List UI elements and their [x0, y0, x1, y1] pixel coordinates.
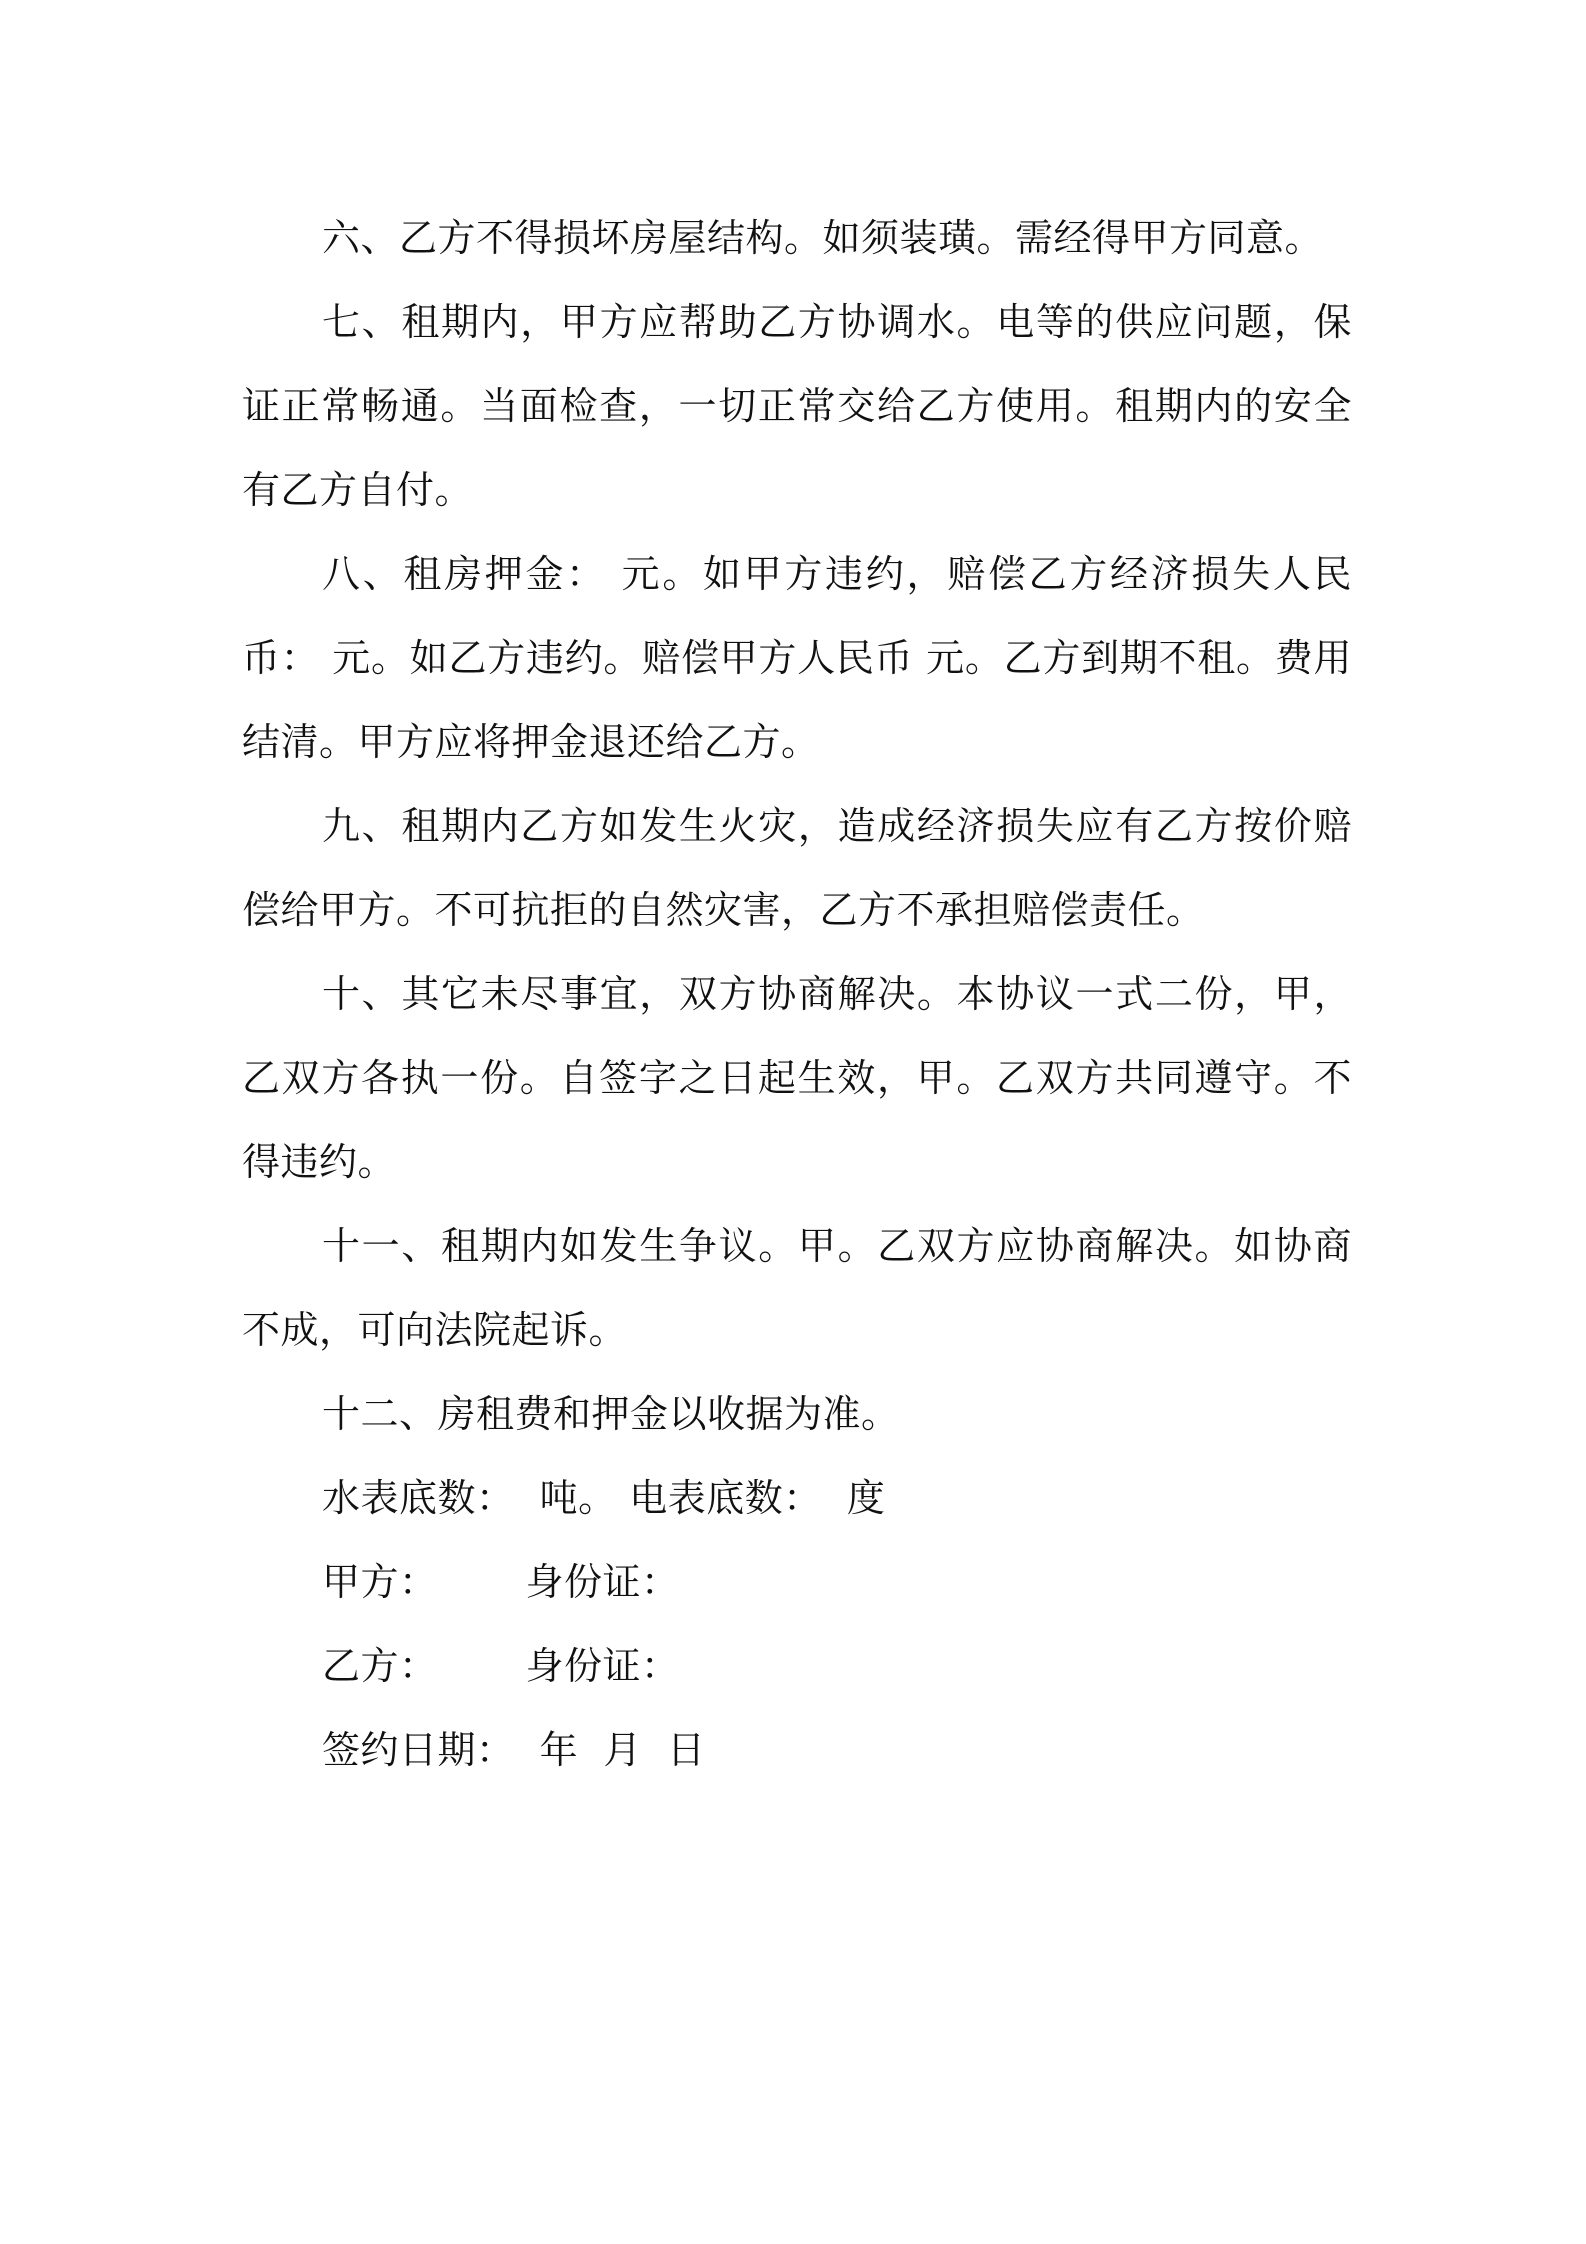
- clause-9: 九、租期内乙方如发生火灾，造成经济损失应有乙方按价赔偿给甲方。不可抗拒的自然灾害，乙方不承担赔偿责任。: [242, 804, 1352, 932]
- clause-7: 七、租期内，甲方应帮助乙方协调水。电等的供应问题，保证正常畅通。当面检查，一切正常交给乙方使用。租期内的安全有乙方自付。: [242, 300, 1352, 512]
- clause-12: 十二、房租费和押金以收据为准。: [322, 1392, 900, 1436]
- meter-readings-line: 水表底数： 吨。 电表底数： 度: [322, 1476, 886, 1520]
- party-a-signature-line: 甲方： 身份证：: [322, 1560, 680, 1604]
- signing-date-line: 签约日期： 年 月 日: [322, 1728, 706, 1772]
- clause-6: 六、乙方不得损坏房屋结构。如须装璜。需经得甲方同意。: [322, 216, 1324, 260]
- contract-body: [242, 196, 1352, 1792]
- party-b-signature-line: 乙方： 身份证：: [322, 1644, 680, 1688]
- clause-10: 十、其它未尽事宜，双方协商解决。本协议一式二份，甲，乙双方各执一份。自签字之日起生效，甲。乙双方共同遵守。不得违约。: [242, 972, 1352, 1184]
- clause-11: 十一、租期内如发生争议。甲。乙双方应协商解决。如协商不成，可向法院起诉。: [242, 1224, 1352, 1352]
- clause-8: 八、租房押金： 元。如甲方违约，赔偿乙方经济损失人民币： 元。如乙方违约。赔偿甲方人民币 元。乙方到期不租。费用结清。甲方应将押金退还给乙方。: [242, 552, 1352, 764]
